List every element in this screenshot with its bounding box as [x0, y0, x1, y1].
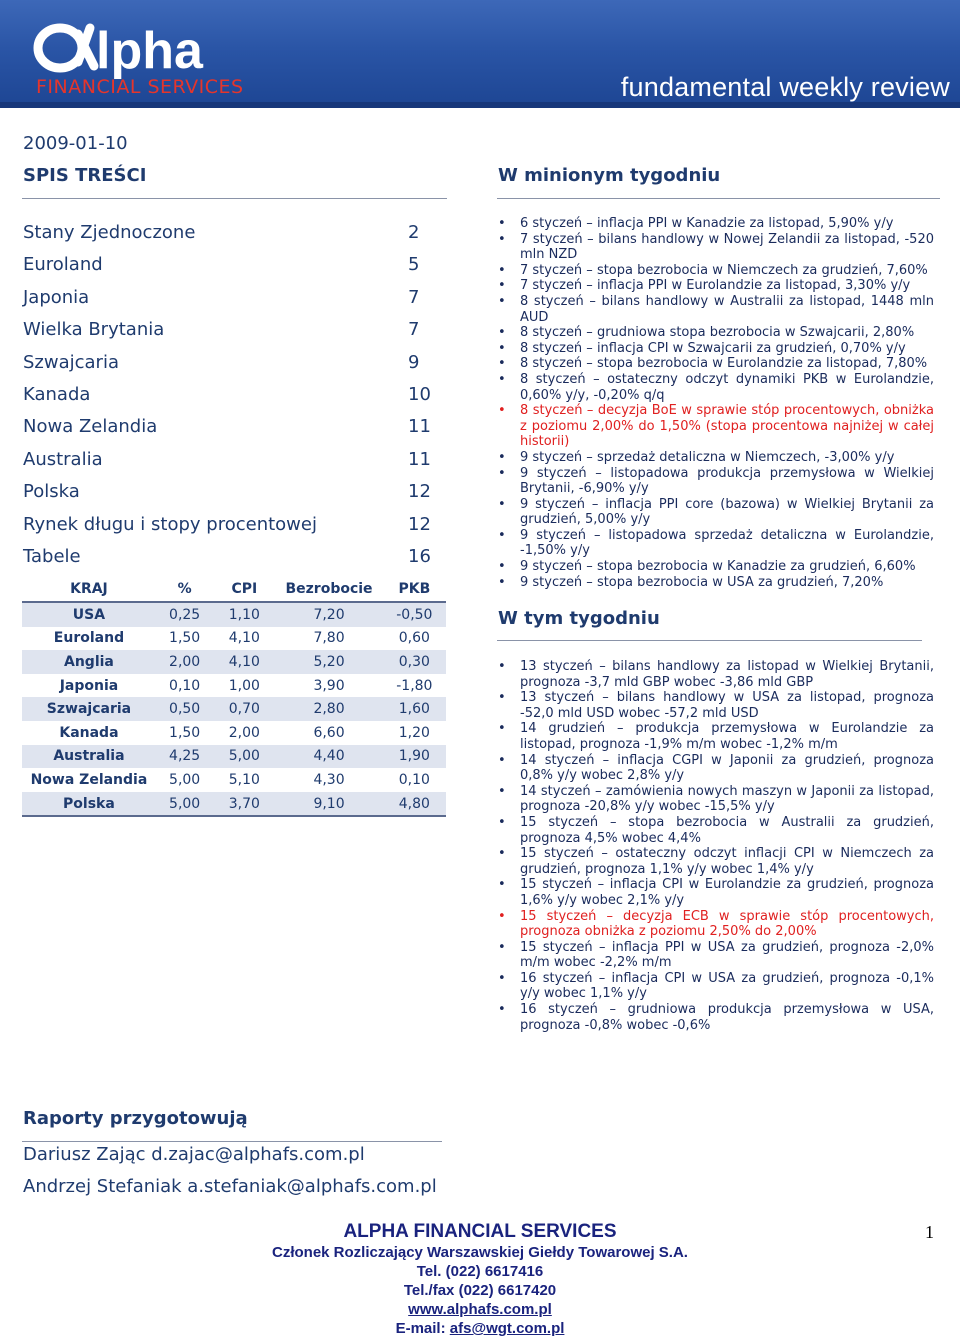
table-country-cell: Kanada	[59, 724, 119, 741]
news-item: • 14 styczeń – inflacja CGPI w Japonii za grudzień, prognoza 0,8% y/y wobec 2,8% y/y	[498, 753, 934, 784]
table-value-cell: 0,25	[156, 602, 213, 627]
table-country-cell: Polska	[22, 792, 156, 817]
report-date: 2009-01-10	[23, 133, 128, 154]
table-header-cell: CPI	[213, 577, 275, 602]
table-value-cell: 4,30	[313, 771, 345, 788]
table-country-cell: Euroland	[53, 630, 125, 647]
footer-www	[0, 1301, 960, 1318]
table-value-cell: 2,00	[156, 650, 213, 674]
table-row	[22, 627, 446, 651]
toc-item-label: Stany Zjednoczone	[23, 222, 196, 243]
news-item: • 8 styczeń – bilans handlowy w Australii za listopad, 1448 mln AUD	[498, 294, 934, 325]
toc-item-label: Rynek długu i stopy procentowej	[23, 513, 317, 535]
toc-item[interactable]	[23, 414, 438, 446]
news-item: • 15 styczeń – inflacja PPI w USA za grudzień, prognoza -2,0% m/m wobec -2,2% m/m	[498, 940, 934, 971]
footer-tel: Tel. (022) 6617416	[416, 1263, 544, 1280]
table-value-cell: 4,25	[156, 745, 213, 769]
toc-item-page: 5	[408, 254, 420, 276]
table-value-cell: 9,10	[275, 792, 382, 817]
table-country-cell: Japonia	[59, 677, 119, 694]
toc-item-page: 12	[408, 481, 431, 503]
news-item: • 14 styczeń – zamówienia nowych maszyn w Japonii za listopad, prognoza -20,8% y/y wobec -15,5% y/y	[498, 784, 934, 815]
table-value-cell: 4,80	[383, 792, 446, 817]
toc-item[interactable]	[23, 544, 438, 576]
news-item: • 14 grudzień – produkcja przemysłowa w Eurolandzie za listopad, prognoza -1,9% m/m wobec -1,2% m/m	[498, 721, 934, 752]
table-value-cell: 1,50	[169, 724, 201, 741]
table-header-row	[22, 577, 446, 602]
news-item: • 13 styczeń – bilans handlowy w USA za listopad, prognoza -52,0 mld USD wobec -57,2 mld USD	[498, 690, 934, 721]
toc-item-page: 11	[408, 416, 431, 438]
table-row	[22, 697, 446, 721]
toc-item-label: Polska	[23, 481, 80, 503]
table-value-cell: 5,10	[228, 771, 260, 788]
news-item: • 8 styczeń – decyzja BoE w sprawie stóp procentowych, obniżka z poziomu 2,00% do 1,50% (stopa procentowa najniżej w całej historii)	[498, 403, 934, 450]
table-value-cell: 0,10	[169, 677, 201, 694]
this-week-title: W tym tygodniu	[498, 608, 660, 629]
last-week-title: W minionym tygodniu	[498, 165, 721, 186]
toc-item-page: 7	[408, 286, 420, 308]
table-header-cell: Bezrobocie	[275, 577, 382, 602]
toc-item-page: 2	[408, 222, 420, 243]
table-value-cell: 4,40	[275, 745, 382, 769]
toc-item-label: Tabele	[23, 545, 81, 567]
table-header-cell: KRAJ	[22, 577, 156, 602]
table-row	[22, 792, 446, 817]
email-label: E-mail:	[395, 1320, 450, 1337]
table-value-cell: 0,60	[398, 630, 430, 647]
toc-item-page: 11	[408, 448, 431, 470]
this-week-list	[498, 659, 934, 1033]
news-item: • 16 styczeń – inflacja CPI w USA za grudzień, prognoza -0,1% y/y wobec 1,1% y/y	[498, 971, 934, 1002]
toc-divider	[22, 198, 447, 199]
table-country-cell: Anglia	[22, 650, 156, 674]
table-value-cell: 1,50	[169, 630, 201, 647]
toc-item-page: 7	[408, 319, 420, 341]
toc-item-label: Szwajcaria	[23, 351, 119, 373]
macro-table	[22, 577, 446, 817]
news-item: • 16 styczeń – grudniowa produkcja przemysłowa w USA, prognoza -0,8% wobec -0,6%	[498, 1002, 934, 1033]
toc-item[interactable]	[23, 220, 438, 252]
table-row	[22, 650, 446, 674]
toc-item-page: 16	[408, 545, 431, 567]
toc-item[interactable]	[23, 479, 438, 511]
toc-item-label: Nowa Zelandia	[23, 416, 158, 438]
table-row	[22, 768, 446, 792]
table-row	[22, 721, 446, 745]
table-value-cell: 7,20	[275, 602, 382, 627]
table-value-cell: 5,20	[275, 650, 382, 674]
toc-item[interactable]	[23, 285, 438, 317]
news-item: • 15 styczeń – stopa bezrobocia w Australii za grudzień, prognoza 4,5% wobec 4,4%	[498, 815, 934, 846]
news-item: • 8 styczeń – ostateczny odczyt dynamiki PKB w Eurolandzie, 0,60% y/y, -0,20% q/q	[498, 372, 934, 403]
table-value-cell: 4,10	[213, 650, 275, 674]
news-item: • 9 styczeń – inflacja PPI core (bazowa) w Wielkiej Brytanii za grudzień, 5,00% y/y	[498, 497, 934, 528]
table-value-cell: 5,00	[169, 771, 201, 788]
toc-item-label: Wielka Brytania	[23, 319, 165, 341]
header-banner	[0, 0, 960, 108]
email-link[interactable]: afs@wgt.com.pl	[449, 1320, 565, 1337]
page-number: 1	[925, 1222, 934, 1242]
table-country-cell: Szwajcaria	[22, 697, 156, 721]
table-value-cell: 1,00	[228, 677, 260, 694]
toc-item-page: 9	[408, 351, 420, 373]
table-country-cell: Australia	[22, 745, 156, 769]
table-value-cell: 0,10	[398, 771, 430, 788]
table-country-cell: Nowa Zelandia	[30, 771, 148, 788]
table-row	[22, 602, 446, 627]
footer-email	[0, 1320, 960, 1337]
toc-item[interactable]	[23, 382, 438, 414]
table-value-cell: 0,50	[156, 697, 213, 721]
table-value-cell: 5,00	[156, 792, 213, 817]
this-week-divider	[497, 640, 922, 641]
toc-item-label: Japonia	[23, 286, 90, 308]
reports-divider	[22, 1141, 442, 1142]
news-item: • 8 styczeń – stopa bezrobocia w Eurolandzie za listopad, 7,80%	[498, 356, 934, 372]
toc-item[interactable]	[23, 252, 438, 284]
news-item: • 8 styczeń – grudniowa stopa bezrobocia w Szwajcarii, 2,80%	[498, 325, 934, 341]
table-row	[22, 674, 446, 698]
news-item: • 7 styczeń – bilans handlowy w Nowej Zelandii za listopad, -520 mln NZD	[498, 232, 934, 263]
table-value-cell: 1,10	[213, 602, 275, 627]
news-item: • 7 styczeń – inflacja PPI w Eurolandzie za listopad, 3,30% y/y	[498, 278, 934, 294]
author-1: Dariusz Zając d.zajac@alphafs.com.pl	[23, 1144, 365, 1165]
table-value-cell: 1,60	[383, 697, 446, 721]
news-item: • 15 styczeń – inflacja CPI w Eurolandzie za grudzień, prognoza 1,6% y/y wobec 2,1% y/y	[498, 877, 934, 908]
table-value-cell: 3,70	[213, 792, 275, 817]
table-header-cell: PKB	[383, 577, 446, 602]
table-value-cell: 3,90	[313, 677, 345, 694]
footer-telfax: Tel./fax (022) 6617420	[403, 1282, 557, 1299]
toc-item[interactable]	[23, 350, 438, 382]
table-of-contents	[23, 220, 438, 576]
table-header-cell: %	[156, 577, 213, 602]
author-2: Andrzej Stefaniak a.stefaniak@alphafs.com.pl	[23, 1176, 437, 1197]
reports-title: Raporty przygotowują	[23, 1108, 248, 1129]
table-value-cell: 0,70	[213, 697, 275, 721]
toc-title: SPIS TREŚCI	[23, 165, 147, 186]
svg-text:lpha: lpha	[96, 22, 203, 80]
table-value-cell: 6,60	[313, 724, 345, 741]
toc-item-label: Euroland	[23, 254, 103, 276]
table-value-cell: 4,10	[228, 630, 260, 647]
toc-item[interactable]	[23, 512, 438, 544]
last-week-section	[498, 216, 934, 590]
news-item: • 6 styczeń – inflacja PPI w Kanadzie za listopad, 5,90% y/y	[498, 216, 934, 232]
toc-item[interactable]	[23, 317, 438, 349]
footer-member: Członek Rozliczający Warszawskiej Giełdy Towarowej S.A.	[272, 1244, 688, 1261]
news-item: • 9 styczeń – sprzedaż detaliczna w Niemczech, -3,00% y/y	[498, 450, 934, 466]
table-value-cell: -1,80	[396, 677, 433, 694]
news-item: • 15 styczeń – ostateczny odczyt inflacji CPI w Niemczech za grudzień, prognoza 1,1% y/y wobec 1,4% y/y	[498, 846, 934, 877]
table-value-cell: 0,30	[383, 650, 446, 674]
news-item: • 13 styczeń – bilans handlowy za listopad w Wielkiej Brytanii, prognoza -3,7 mld GBP wobec -3,86 mld GBP	[498, 659, 934, 690]
table-value-cell: 1,20	[398, 724, 430, 741]
table-row	[22, 745, 446, 769]
last-week-divider	[497, 198, 940, 199]
table-country-cell: USA	[22, 602, 156, 627]
toc-item[interactable]	[23, 447, 438, 479]
news-item: • 9 styczeń – listopadowa produkcja przemysłowa w Wielkiej Brytanii, -6,90% y/y	[498, 466, 934, 497]
table-value-cell: 5,00	[213, 745, 275, 769]
last-week-list	[498, 216, 934, 590]
table-value-cell: -0,50	[383, 602, 446, 627]
news-item: • 9 styczeń – listopadowa sprzedaż detaliczna w Eurolandzie, -1,50% y/y	[498, 528, 934, 559]
news-item: • 8 styczeń – inflacja CPI w Szwajcarii za grudzień, 0,70% y/y	[498, 341, 934, 357]
table-value-cell: 7,80	[313, 630, 345, 647]
website-link[interactable]: www.alphafs.com.pl	[408, 1301, 552, 1318]
this-week-section	[498, 659, 934, 1033]
toc-item-label: Australia	[23, 448, 103, 470]
footer-company: ALPHA FINANCIAL SERVICES	[343, 1221, 617, 1242]
news-item: • 7 styczeń – stopa bezrobocia w Niemczech za grudzień, 7,60%	[498, 263, 934, 279]
table-value-cell: 2,80	[275, 697, 382, 721]
toc-item-label: Kanada	[23, 383, 91, 405]
table-value-cell: 1,90	[383, 745, 446, 769]
logo-subtitle: FINANCIAL SERVICES	[36, 76, 244, 98]
toc-item-page: 12	[408, 513, 431, 535]
tagline: fundamental weekly review	[620, 72, 950, 102]
news-item: • 9 styczeń – stopa bezrobocia w Kanadzie za grudzień, 6,60%	[498, 559, 934, 575]
table-value-cell: 2,00	[228, 724, 260, 741]
news-item: • 15 styczeń – decyzja ECB w sprawie stóp procentowych, prognoza obniżka z poziomu 2,50% do 2,00%	[498, 909, 934, 940]
toc-item-page: 10	[408, 383, 431, 405]
news-item: • 9 styczeń – stopa bezrobocia w USA za grudzień, 7,20%	[498, 575, 934, 591]
